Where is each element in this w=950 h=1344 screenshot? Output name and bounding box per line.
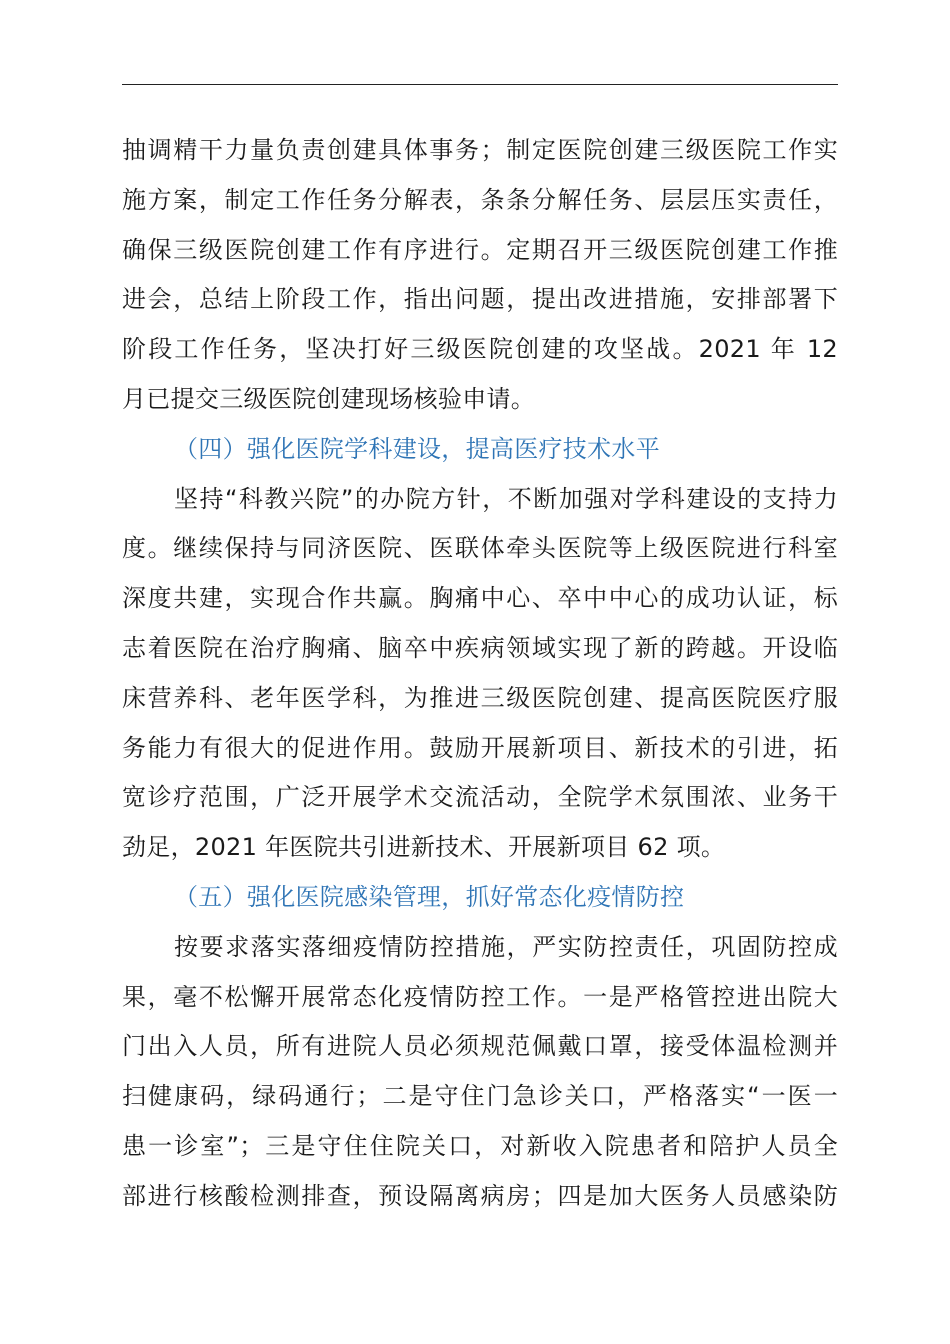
text-line: 按要求落实落细疫情防控措施，严实防控责任，巩固防控成	[174, 932, 838, 961]
text-line: 果，毫不松懈开展常态化疫情防控工作。一是严格管控进出院大	[122, 982, 838, 1011]
text-line: 劲足，2021 年医院共引进新技术、开展新项目 62 项。	[122, 833, 726, 862]
text-line: 宽诊疗范围，广泛开展学术交流活动，全院学术氛围浓、业务干	[122, 783, 838, 812]
header-rule	[122, 84, 838, 85]
text-line: 坚持“科教兴院”的办院方针，不断加强对学科建设的支持力	[174, 484, 838, 513]
text-line: 进会，总结上阶段工作，指出问题，提出改进措施，安排部署下	[122, 285, 838, 314]
section-heading: （四）强化医院学科建设，提高医疗技术水平	[174, 434, 660, 463]
text-line: 深度共建，实现合作共赢。胸痛中心、卒中中心的成功认证，标	[122, 584, 838, 613]
text-line: 床营养科、老年医学科，为推进三级医院创建、提高医院医疗服	[122, 683, 838, 712]
text-line: 月已提交三级医院创建现场核验申请。	[122, 384, 536, 413]
text-line: 务能力有很大的促进作用。鼓励开展新项目、新技术的引进，拓	[122, 733, 838, 762]
text-line: 确保三级医院创建工作有序进行。定期召开三级医院创建工作推	[122, 235, 838, 264]
text-line: 扫健康码，绿码通行；二是守住门急诊关口，严格落实“一医一	[122, 1082, 838, 1111]
text-line: 阶段工作任务，坚决打好三级医院创建的攻坚战。2021 年 12	[122, 335, 838, 364]
section-heading: （五）强化医院感染管理，抓好常态化疫情防控	[174, 882, 685, 911]
text-line: 门出入人员，所有进院人员必须规范佩戴口罩，接受体温检测并	[122, 1032, 838, 1061]
text-line: 抽调精干力量负责创建具体事务；制定医院创建三级医院工作实	[122, 136, 838, 164]
text-line: 度。继续保持与同济医院、医联体牵头医院等上级医院进行科室	[122, 534, 838, 563]
text-line: 施方案，制定工作任务分解表，条条分解任务、层层压实责任，	[122, 185, 838, 214]
text-line: 志着医院在治疗胸痛、脑卒中疾病领域实现了新的跨越。开设临	[122, 633, 838, 662]
text-line: 部进行核酸检测排查，预设隔离病房；四是加大医务人员感染防	[122, 1181, 838, 1210]
body-text	[122, 126, 838, 1222]
text-line: 患一诊室”；三是守住住院关口，对新收入院患者和陪护人员全	[122, 1131, 838, 1160]
